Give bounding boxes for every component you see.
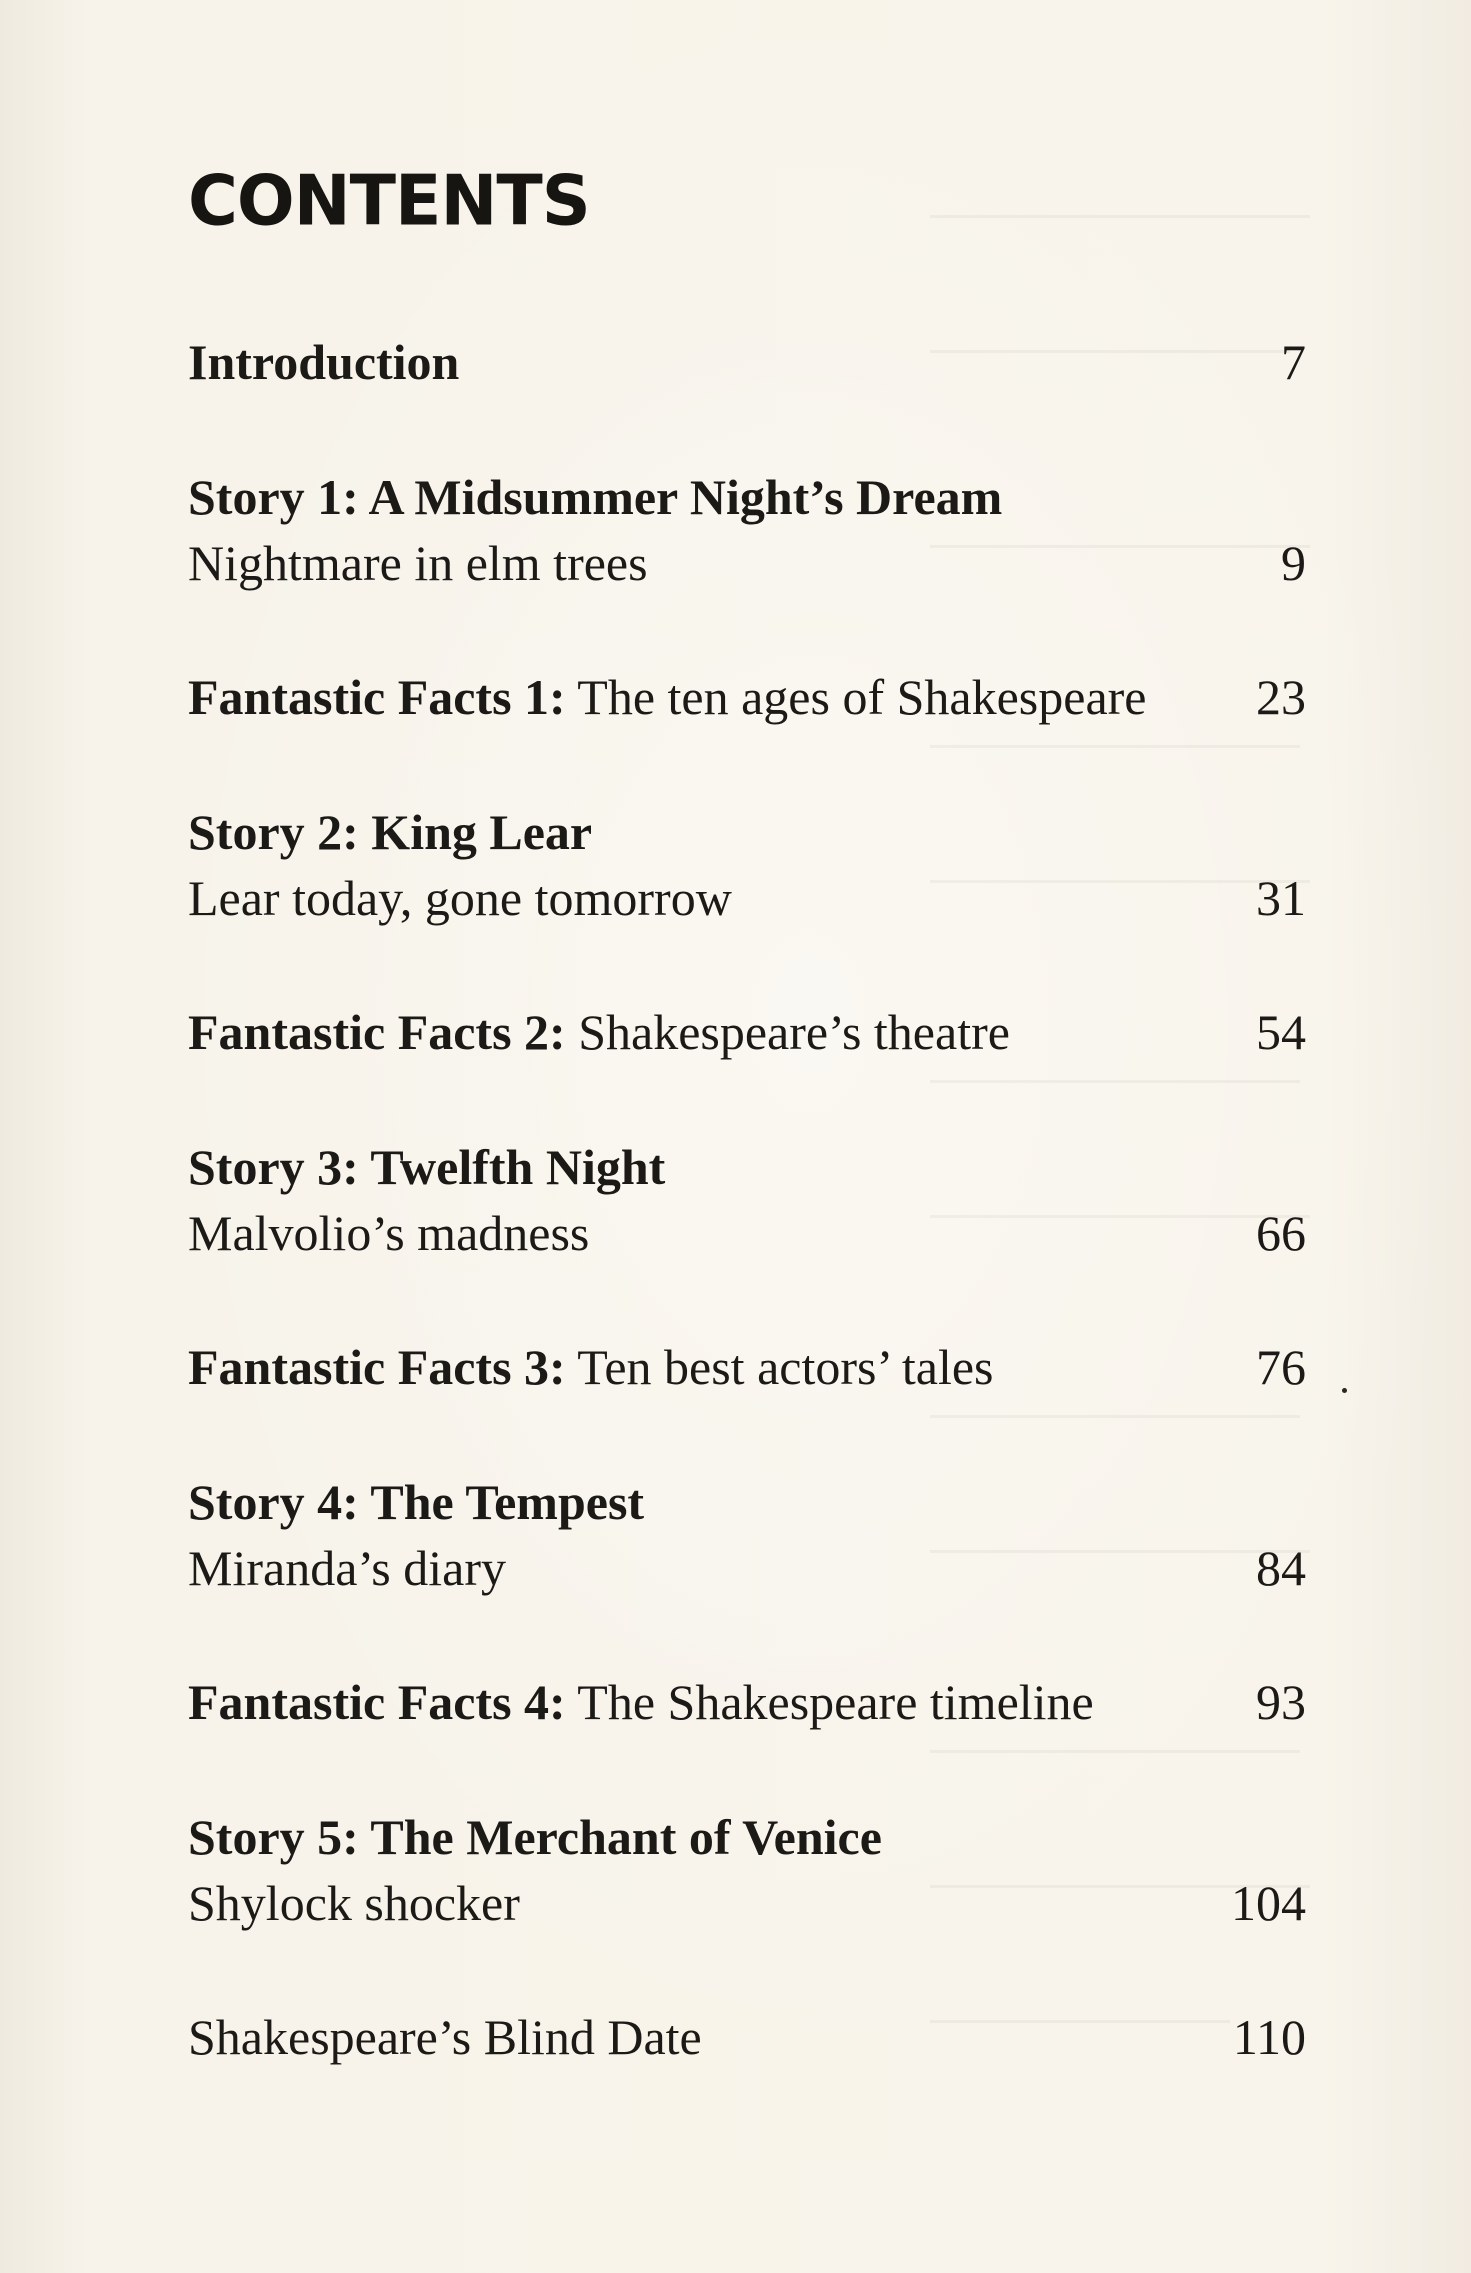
page-number: 23	[1256, 669, 1306, 725]
entry-title: Introduction	[188, 334, 460, 390]
story-title: Story 2: King Lear	[188, 804, 593, 860]
toc-entry-story-5[interactable]	[188, 1804, 1306, 1936]
toc-entry-story-1[interactable]	[188, 464, 1306, 596]
toc-line	[188, 530, 1306, 596]
facts-label: Fantastic Facts 3:	[188, 1339, 566, 1395]
toc-entry-story-2[interactable]	[188, 799, 1306, 931]
toc-entry-story-4[interactable]	[188, 1469, 1306, 1601]
toc-line	[188, 2004, 1306, 2070]
page-number: 9	[1281, 535, 1306, 591]
toc-line	[188, 664, 1306, 730]
facts-label: Fantastic Facts 1:	[188, 669, 566, 725]
story-title: Story 5: The Merchant of Venice	[188, 1809, 882, 1865]
facts-label: Fantastic Facts 2:	[188, 1004, 566, 1060]
page-number: 110	[1232, 2009, 1306, 2065]
toc-line	[188, 865, 1306, 931]
page-number: 84	[1256, 1540, 1306, 1596]
toc-line	[188, 1535, 1306, 1601]
toc-line	[188, 1334, 1306, 1400]
page-number: 31	[1256, 870, 1306, 926]
toc-line	[188, 1200, 1306, 1266]
ink-speck	[1342, 1388, 1347, 1393]
toc-entry-facts-2[interactable]	[188, 999, 1306, 1065]
toc-line	[188, 1669, 1306, 1735]
toc-entry-blind-date[interactable]	[188, 2004, 1306, 2070]
page-number: 76	[1256, 1339, 1306, 1395]
toc-line	[188, 1870, 1306, 1936]
story-subtitle: Nightmare in elm trees	[188, 535, 648, 591]
page-number: 93	[1256, 1674, 1306, 1730]
toc-line	[188, 329, 1306, 395]
page-number: 104	[1231, 1875, 1306, 1931]
page-number: 54	[1256, 1004, 1306, 1060]
page-number: 7	[1281, 334, 1306, 390]
contents-heading: CONTENTS	[188, 161, 590, 242]
entry-title: Shakespeare’s Blind Date	[188, 2009, 702, 2065]
story-subtitle: Malvolio’s madness	[188, 1205, 590, 1261]
facts-title: The Shakespeare timeline	[565, 1674, 1094, 1730]
toc-entry-facts-3[interactable]	[188, 1334, 1306, 1400]
story-subtitle: Shylock shocker	[188, 1875, 520, 1931]
story-title: Story 1: A Midsummer Night’s Dream	[188, 469, 1003, 525]
toc-entry-introduction[interactable]	[188, 329, 1306, 395]
page-number: 66	[1256, 1205, 1306, 1261]
story-title: Story 4: The Tempest	[188, 1474, 645, 1530]
story-subtitle: Miranda’s diary	[188, 1540, 506, 1596]
facts-title: The ten ages of Shakespeare	[565, 669, 1147, 725]
facts-label: Fantastic Facts 4:	[188, 1674, 566, 1730]
story-title: Story 3: Twelfth Night	[188, 1139, 666, 1195]
toc-line	[188, 999, 1306, 1065]
facts-title: Ten best actors’ tales	[565, 1339, 994, 1395]
toc-entry-facts-1[interactable]	[188, 664, 1306, 730]
toc-entry-facts-4[interactable]	[188, 1669, 1306, 1735]
toc-entry-story-3[interactable]	[188, 1134, 1306, 1266]
story-subtitle: Lear today, gone tomorrow	[188, 870, 732, 926]
table-of-contents	[188, 0, 1306, 2273]
facts-title: Shakespeare’s theatre	[565, 1004, 1010, 1060]
